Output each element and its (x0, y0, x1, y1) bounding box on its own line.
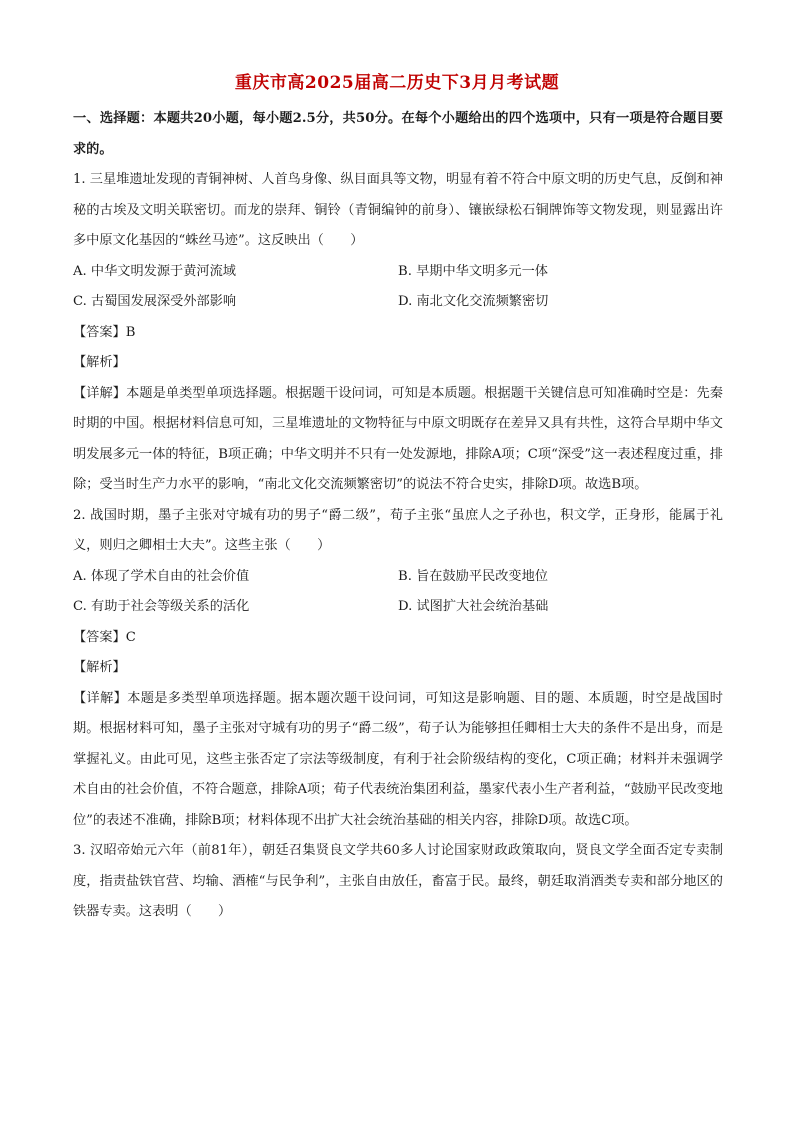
question-3 (73, 836, 723, 928)
question-2-options-row-2 (73, 592, 723, 623)
question-2-options-row-1 (73, 562, 723, 593)
question-1-option-c: C. 古蜀国发展深受外部影响 (73, 294, 237, 309)
question-2-stem: 2. 战国时期，墨子主张对守城有功的男子“爵二级”，荀子主张“虽庶人之子孙也，积文学，正身形，能属于礼义，则归之卿相士大夫”。这些主张（ ） (73, 507, 723, 553)
question-1-options-row-2 (73, 287, 723, 318)
question-3-stem: 3. 汉昭帝始元六年（前81年），朝廷召集贤良文学共60多人讨论国家财政政策取向，贤良文学全面否定专卖制度，指责盐铁官营、均输、酒榷“与民争利”，主张自由放任，畜富于民。最终，朝廷取消酒类专卖和部分地区的铁器专卖。这表明（ ） (73, 843, 723, 919)
question-2-option-c: C. 有助于社会等级关系的活化 (73, 599, 250, 614)
question-1-stem: 1. 三星堆遗址发现的青铜神树、人首鸟身像、纵目面具等文物，明显有着不符合中原文明的历史气息，反倒和神秘的古埃及文明关联密切。而龙的崇拜、铜铃（青铜编钟的前身）、镶嵌绿松石铜牌饰等文物发现，则显露出许多中原文化基因的“蛛丝马迹”。这反映出（ ） (73, 172, 723, 248)
document-body (73, 104, 723, 928)
question-2-analysis-label: 【解析】 (73, 660, 126, 675)
question-2-detail: 【详解】本题是多类型单项选择题。据本题次题干设问词，可知这是影响题、目的题、本质题，时空是战国时期。根据材料可知，墨子主张对守城有功的男子“爵二级”，荀子认为能够担任卿相士大夫的条件不是出身，而是掌握礼义。由此可见，这些主张否定了宗法等级制度，有利于社会阶级结构的变化，C项正确；材料并未强调学术自由的社会价值，不符合题意，排除A项；荀子代表统治集团利益，墨家代表小生产者利益，“鼓励平民改变地位”的表述不准确，排除B项；材料体现不出扩大社会统治基础的相关内容，排除D项。故选C项。 (73, 690, 723, 828)
question-2 (73, 501, 723, 837)
question-1-option-b: B. 早期中华文明多元一体 (398, 263, 548, 279)
question-2-answer: 【答案】C (73, 629, 136, 645)
page-title: 重庆市高2025届高二历史下3月月考试题 (234, 73, 560, 93)
question-2-option-d: D. 试图扩大社会统治基础 (398, 599, 549, 614)
question-1-option-a: A. 中华文明发源于黄河流域 (73, 263, 236, 279)
question-1-detail: 【详解】本题是单类型单项选择题。根据题干设问词，可知是本质题。根据题干关键信息可知准确时空是：先秦时期的中国。根据材料信息可知，三星堆遗址的文物特征与中原文明既存在差异又具有共性，这符合早期中华文明发展多元一体的特征，B项正确；中华文明并不只有一处发源地，排除A项；C项“深受”这一表述程度过重，排除；受当时生产力水平的影响，“南北文化交流频繁密切”的说法不符合史实，排除D项。故选B项。 (73, 385, 723, 492)
question-2-option-b: B. 旨在鼓励平民改变地位 (398, 568, 548, 584)
section-header: 一、选择题：本题共20小题，每小题2.5分，共50分。在每个小题给出的四个选项中，只有一项是符合题目要求的。 (73, 111, 723, 157)
question-1-option-d: D. 南北文化交流频繁密切 (398, 294, 549, 309)
question-1-options-row-1 (73, 257, 723, 288)
question-1 (73, 165, 723, 501)
question-2-option-a: A. 体现了学术自由的社会价值 (73, 568, 250, 584)
question-1-answer: 【答案】B (73, 324, 136, 340)
question-1-analysis-label: 【解析】 (73, 355, 126, 370)
